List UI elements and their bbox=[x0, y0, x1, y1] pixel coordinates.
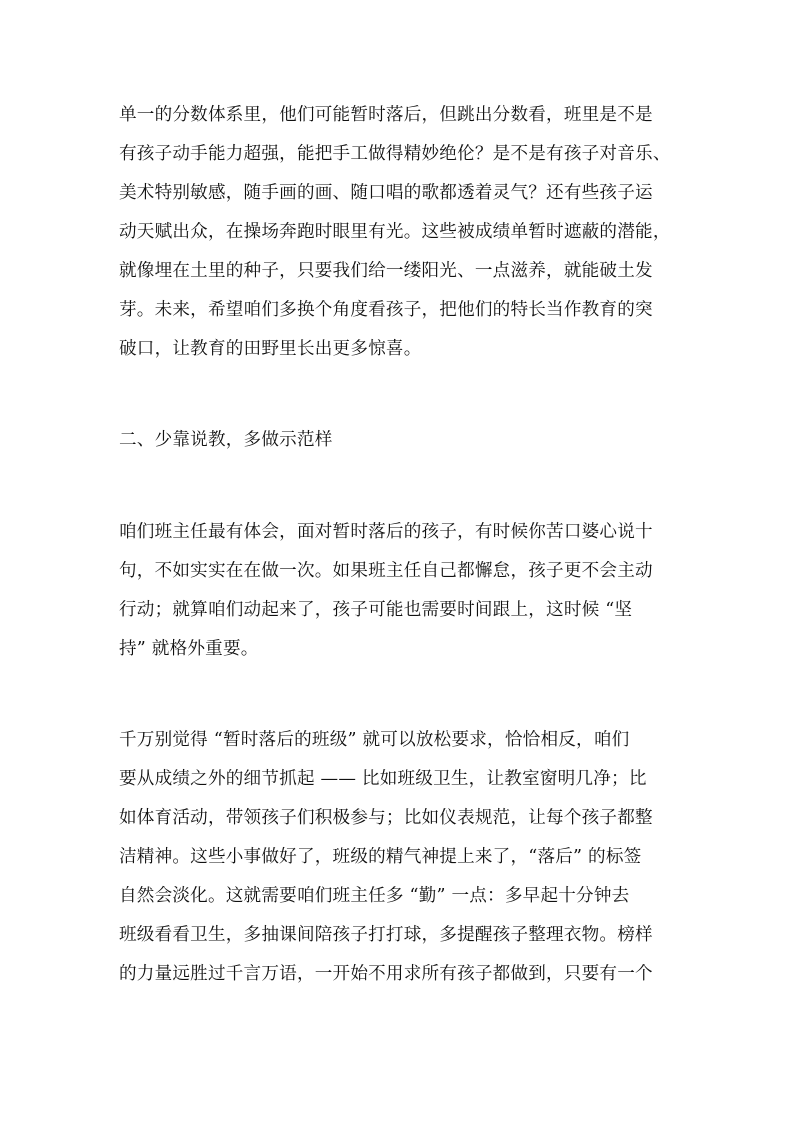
paragraph-1-line-1: 单一的分数体系里，他们可能暂时落后，但跳出分数看，班里是不是 bbox=[119, 105, 653, 125]
paragraph-2-line-3: 行动；就算咱们动起来了，孩子可能也需要时间跟上，这时候 “坚 bbox=[119, 600, 633, 620]
paragraph-3-line-1: 千万别觉得 “暂时落后的班级” 就可以放松要求，恰恰相反，咱们 bbox=[119, 730, 630, 750]
paragraph-3-line-2: 要从成绩之外的细节抓起 —— 比如班级卫生，让教室窗明几净；比 bbox=[119, 769, 647, 789]
paragraph-1-line-6: 芽。未来，希望咱们多换个角度看孩子，把他们的特长当作教育的突 bbox=[119, 300, 653, 320]
paragraph-3-line-4: 洁精神。这些小事做好了，班级的精气神提上来了，“落后” 的标签 bbox=[119, 847, 642, 867]
paragraph-3-line-5: 自然会淡化。这就需要咱们班主任多 “勤” 一点：多早起十分钟去 bbox=[119, 886, 630, 906]
paragraph-1-line-4: 动天赋出众，在操场奔跑时眼里有光。这些被成绩单暂时遮蔽的潜能， bbox=[119, 222, 671, 242]
section-heading: 二、少靠说教，多做示范样 bbox=[119, 430, 333, 450]
paragraph-3-line-6: 班级看看卫生，多抽课间陪孩子打打球，多提醒孩子整理衣物。榜样 bbox=[119, 925, 653, 945]
paragraph-2-line-2: 句，不如实实在在做一次。如果班主任自己都懈怠，孩子更不会主动 bbox=[119, 561, 653, 581]
paragraph-1-line-3: 美术特别敏感，随手画的画、随口唱的歌都透着灵气？还有些孩子运 bbox=[119, 183, 653, 203]
paragraph-2-line-1: 咱们班主任最有体会，面对暂时落后的孩子，有时候你苦口婆心说十 bbox=[119, 522, 653, 542]
paragraph-2-line-4: 持” 就格外重要。 bbox=[119, 639, 259, 659]
paragraph-1-line-7: 破口，让教育的田野里长出更多惊喜。 bbox=[119, 339, 422, 359]
paragraph-1-line-5: 就像埋在土里的种子，只要我们给一缕阳光、一点滋养，就能破土发 bbox=[119, 261, 653, 281]
paragraph-1-line-2: 有孩子动手能力超强，能把手工做得精妙绝伦？是不是有孩子对音乐、 bbox=[119, 144, 671, 164]
paragraph-3-line-7: 的力量远胜过千言万语，一开始不用求所有孩子都做到，只要有一个 bbox=[119, 964, 653, 984]
paragraph-3-line-3: 如体育活动，带领孩子们积极参与；比如仪表规范，让每个孩子都整 bbox=[119, 808, 653, 828]
